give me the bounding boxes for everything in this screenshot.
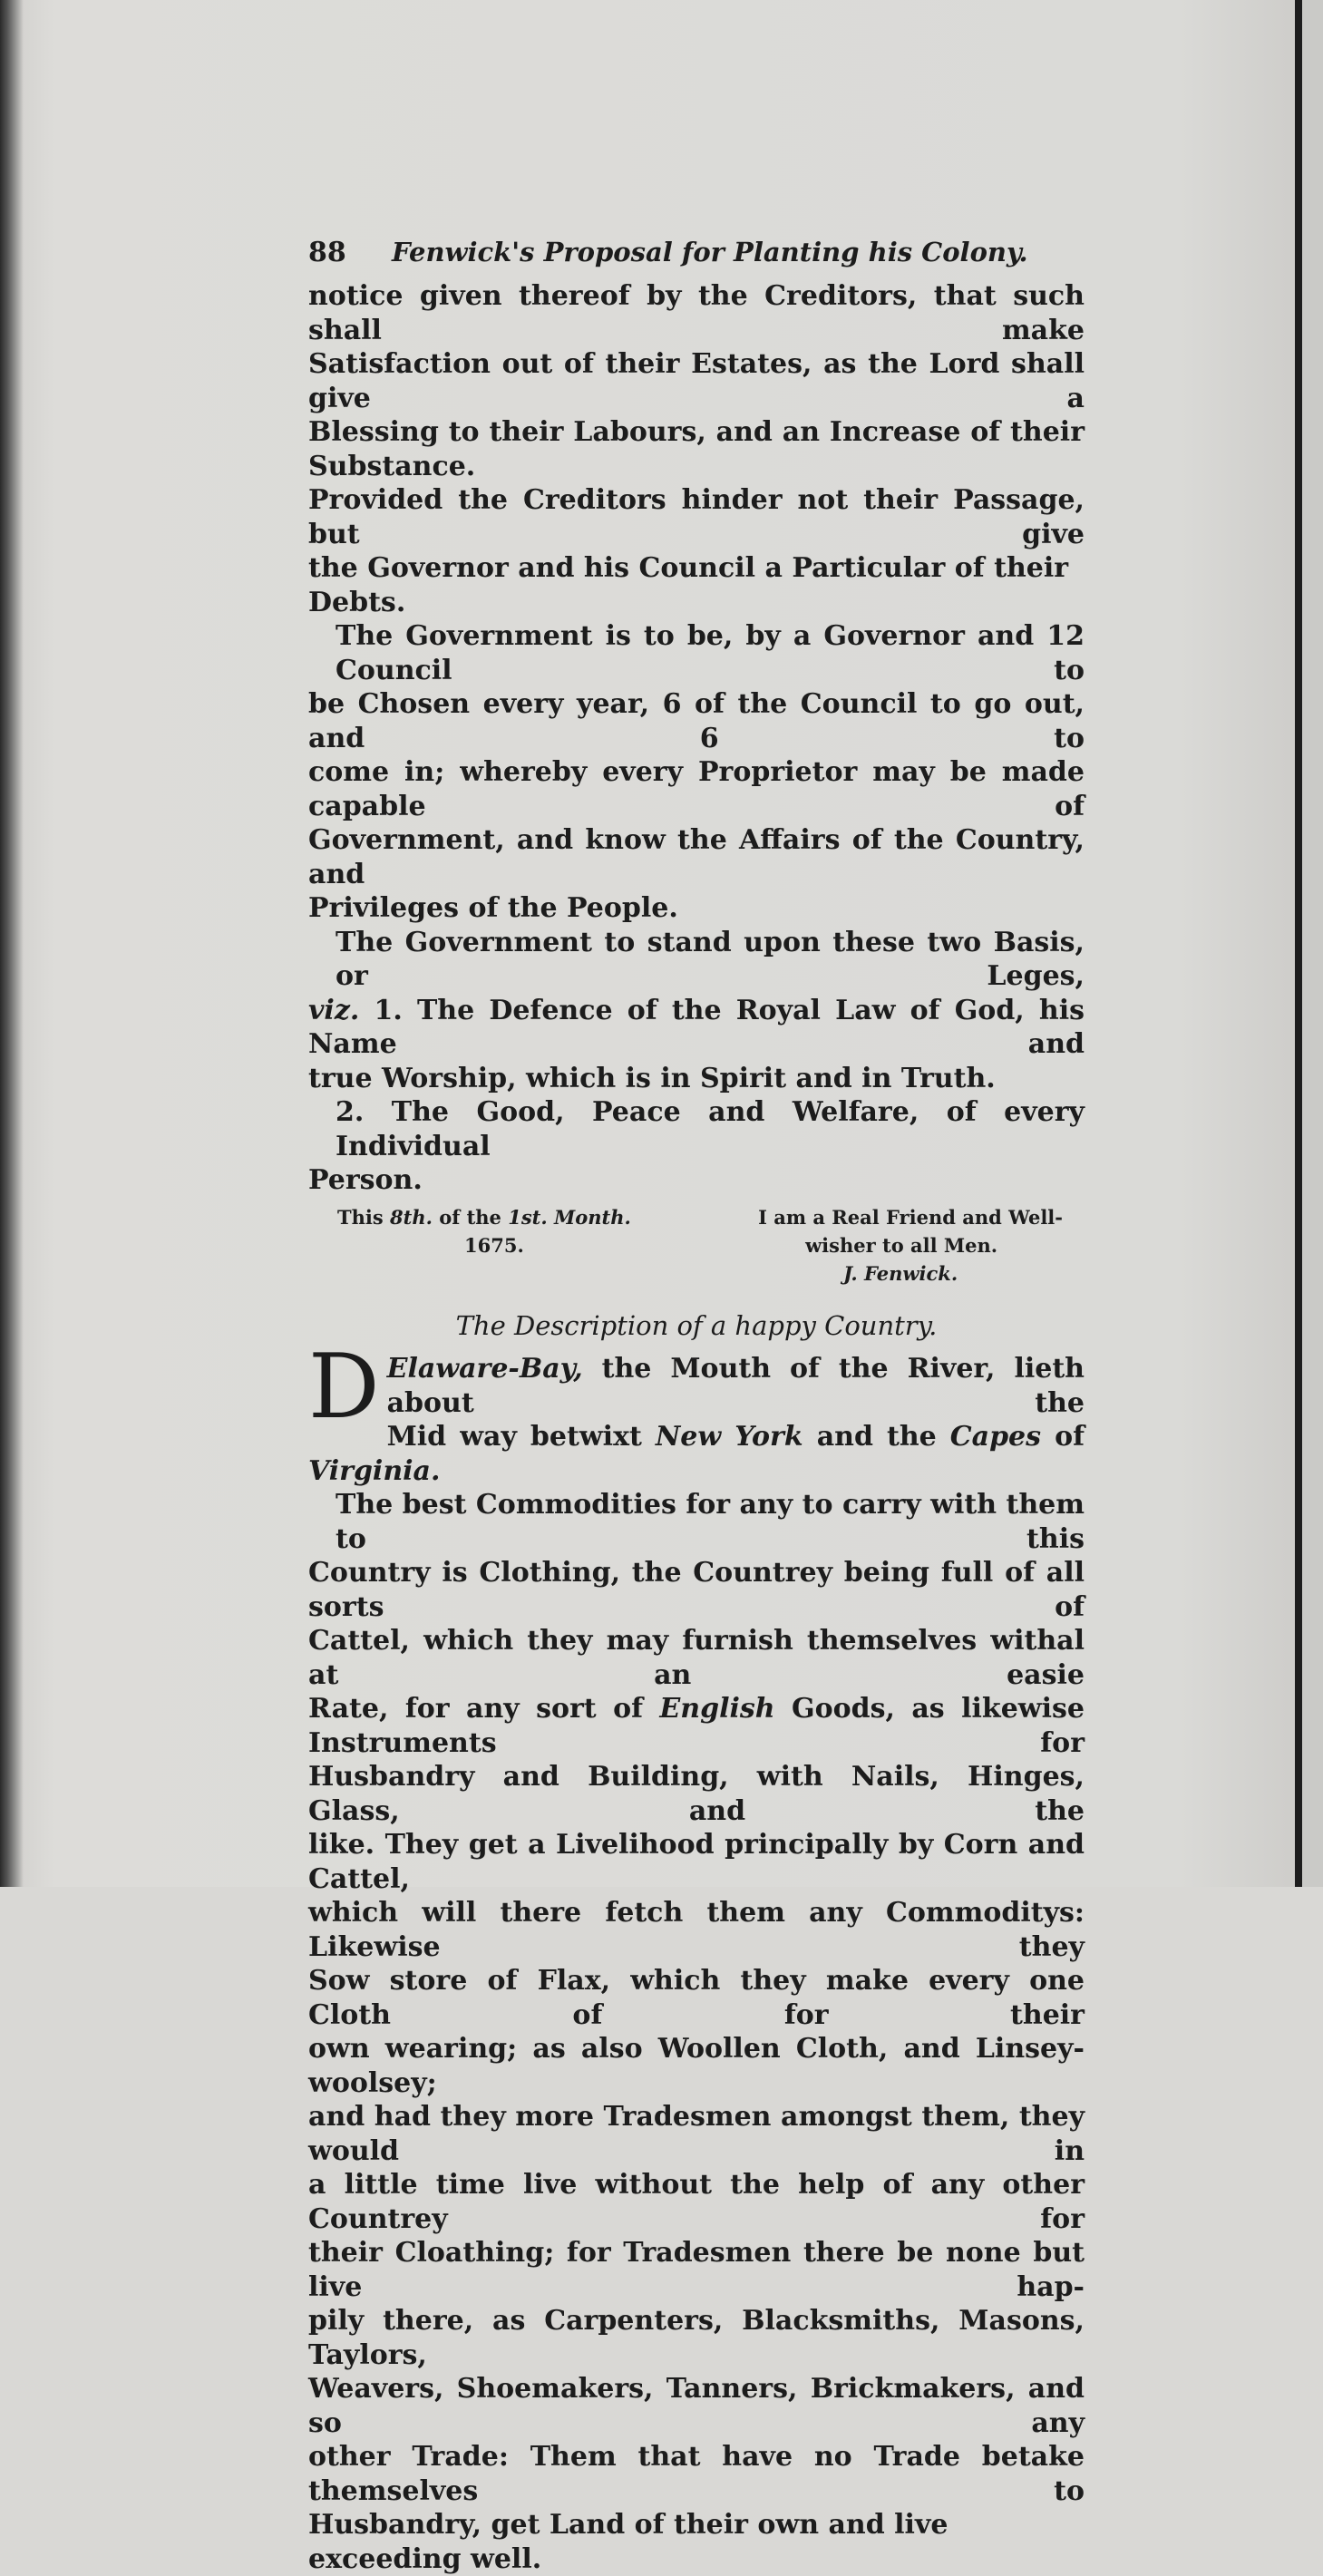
text-fragment: Elaware-Bay, xyxy=(386,1353,583,1385)
text-line: like. They get a Livelihood principally by Corn and Cattel, xyxy=(308,1829,1085,1895)
text-line: Person. xyxy=(308,1164,423,1196)
text-line: Sow store of Flax, which they make every one Cloth of for their xyxy=(308,1965,1085,2031)
text-fragment: the Mouth of the River, lieth about the xyxy=(386,1353,1085,1419)
text-line: notice given thereof by the Creditors, that such shall make xyxy=(308,280,1085,346)
text-fragment: Mid way betwixt xyxy=(386,1421,656,1453)
text-line xyxy=(308,1420,1085,1488)
paragraph-description xyxy=(308,1336,1085,2576)
running-title: Fenwick's Proposal for Planting his Colony. xyxy=(392,237,1028,267)
viz-word: viz. xyxy=(308,994,360,1026)
text-fragment: 8th. xyxy=(390,1205,433,1229)
text-line: come in; whereby every Proprietor may be made capable of xyxy=(308,756,1085,822)
text-line: Blessing to their Labours, and an Increase of their Substance. xyxy=(308,416,1085,482)
text-line: true Worship, which is in Spirit and in Truth. xyxy=(308,1062,996,1094)
text-fragment: Rate, for any sort of xyxy=(308,1693,660,1725)
text-line xyxy=(308,1692,1085,1760)
closing-line: wisher to all Men. xyxy=(805,1233,998,1257)
letter-signoff xyxy=(308,1203,1085,1288)
text-fragment: Goods, as likewise Instruments for xyxy=(308,1693,1085,1759)
text-line: Husbandry and Building, with Nails, Hinges, Glass, and the xyxy=(308,1761,1085,1827)
signoff-date xyxy=(337,1203,631,1288)
text-line: and had they more Tradesmen amongst them, they would in xyxy=(308,2101,1085,2167)
text-line: Satisfaction out of their Estates, as the Lord shall give a xyxy=(308,348,1085,414)
book-spine-shadow xyxy=(0,0,24,1887)
signoff-closing xyxy=(758,1203,1063,1288)
paragraph-government xyxy=(308,619,1085,926)
page-header xyxy=(308,236,1085,276)
page-edge-dark xyxy=(1295,0,1302,1887)
text-line: The Government to stand upon these two Basis, or Leges, xyxy=(336,926,1085,992)
text-fragment: 1st. Month. xyxy=(508,1205,631,1229)
section-title: The Description of a happy Country. xyxy=(455,1309,938,1341)
text-line: other Trade: Them that have no Trade betake themselves to xyxy=(308,2441,1085,2507)
page-number: 88 xyxy=(308,237,346,268)
text-fragment: Virginia. xyxy=(308,1454,441,1487)
year-line: 1675. xyxy=(464,1233,524,1257)
paragraph-welfare xyxy=(308,1095,1085,1198)
text-line: Cattel, which they may furnish themselves withal at an easie xyxy=(308,1625,1085,1691)
text-line: Provided the Creditors hinder not their Passage, but give xyxy=(308,484,1085,550)
text-line: a little time live without the help of any other Countrey for xyxy=(308,2169,1085,2235)
text-line: their Cloathing; for Tradesmen there be none but live hap- xyxy=(308,2237,1085,2303)
text-fragment: 1. The Defence of the Royal Law of God, his Name and xyxy=(308,994,1085,1060)
text-line: Husbandry, get Land of their own and live exceeding well. xyxy=(308,2509,948,2575)
paragraph-creditors xyxy=(308,279,1085,619)
text-line: Weavers, Shoemakers, Tanners, Brickmakers, and so any xyxy=(308,2373,1085,2439)
drop-cap: D xyxy=(308,1336,380,1439)
text-fragment: English xyxy=(659,1693,775,1725)
text-line: Country is Clothing, the Countrey being full of all sorts of xyxy=(308,1557,1085,1623)
text-fragment: of the xyxy=(432,1205,509,1229)
text-line: pily there, as Carpenters, Blacksmiths, Masons, Taylors, xyxy=(308,2305,1085,2371)
text-line xyxy=(308,994,1085,1062)
paragraph-basis xyxy=(308,926,1085,1096)
text-line: the Governor and his Council a Particular of their Debts. xyxy=(308,552,1069,618)
closing-line: I am a Real Friend and Well- xyxy=(758,1205,1063,1229)
text-fragment: New York xyxy=(655,1421,803,1453)
text-line: own wearing; as also Woollen Cloth, and Linsey-woolsey; xyxy=(308,2033,1085,2099)
text-fragment: Capes xyxy=(949,1421,1042,1453)
text-line: The best Commodities for any to carry with them to this xyxy=(336,1489,1085,1555)
text-line: 2. The Good, Peace and Welfare, of every Individual xyxy=(336,1096,1085,1162)
text-fragment: of xyxy=(1041,1421,1085,1453)
date-line xyxy=(337,1203,631,1231)
text-line: be Chosen every year, 6 of the Council to go out, and 6 to xyxy=(308,688,1085,754)
page-edge-strip xyxy=(1302,0,1323,1887)
signature: J. Fenwick. xyxy=(843,1261,958,1285)
text-line: Privileges of the People. xyxy=(308,892,678,924)
book-page xyxy=(308,236,1085,2576)
text-line: which will there fetch them any Commoditys: Likewise they xyxy=(308,1897,1085,1963)
text-line: Government, and know the Affairs of the Country, and xyxy=(308,824,1085,890)
text-line: The Government is to be, by a Governor and 12 Council to xyxy=(336,620,1085,686)
text-fragment: and the xyxy=(803,1421,950,1453)
text-fragment: This xyxy=(337,1205,391,1229)
